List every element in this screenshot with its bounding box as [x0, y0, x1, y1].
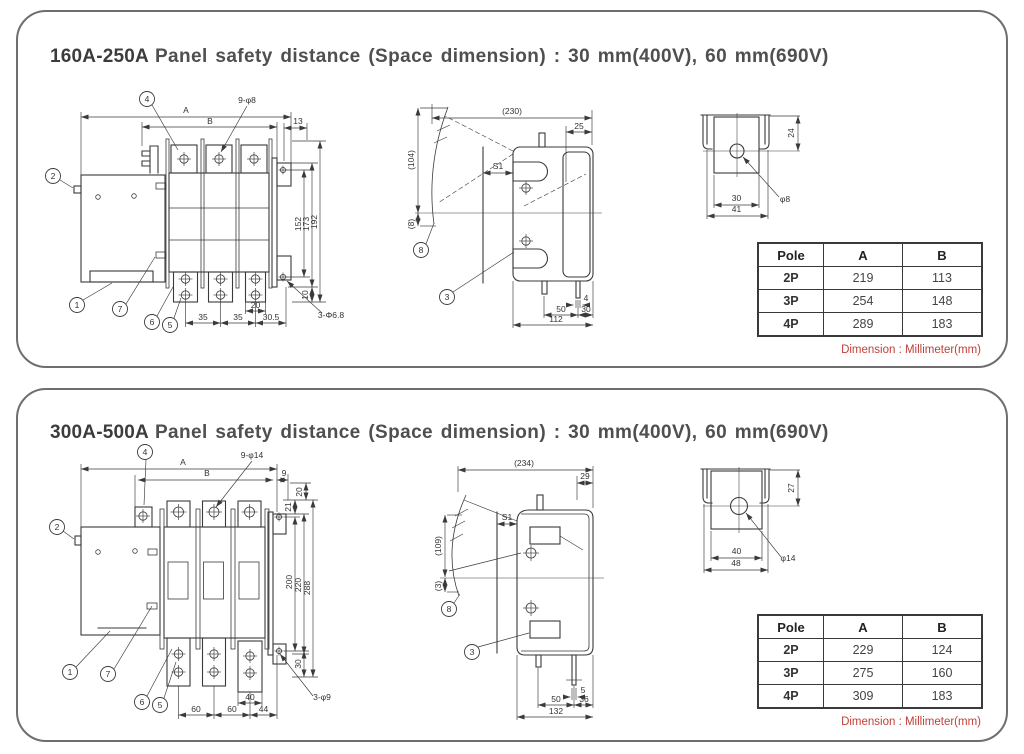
dim-label-a: A [183, 105, 189, 115]
panel1-title-text: Panel safety distance (Space dimension) : 30 mm(400V), 60 mm(690V) [154, 45, 829, 67]
dim-label-5: 5 [580, 685, 586, 695]
dim-label-40w: 40 [731, 546, 742, 556]
dim-label-25: 25 [574, 121, 584, 131]
table-row: 3P 275 160 [758, 662, 982, 685]
dim-label-173: 173 [301, 216, 311, 232]
dim-label-30-5: 30.5 [262, 312, 280, 322]
dim-label-288: 288 [302, 580, 312, 596]
svg-text:2: 2 [54, 522, 60, 532]
table-header-b: B [903, 615, 983, 639]
callout-7 [113, 302, 128, 317]
panel2-title-rating: 300A-500A [50, 421, 149, 443]
dim-label-30w: 30 [731, 193, 742, 203]
callout-4 [138, 445, 153, 460]
front2-outline [75, 501, 286, 692]
table-header-pole: Pole [758, 615, 824, 639]
callout-4 [140, 92, 155, 107]
panel1-title [50, 46, 829, 68]
side-view-drawing-2 [430, 458, 610, 726]
dim-label-hole-top: 9-φ8 [238, 95, 256, 105]
dim-label-20: 20 [250, 300, 261, 310]
table-header-pole: Pole [758, 243, 824, 267]
svg-text:7: 7 [105, 669, 111, 679]
callout-8 [414, 243, 429, 258]
dim-label-hole-bottom: 3-φ9 [313, 692, 331, 702]
callout-2 [46, 169, 61, 184]
dim-label-60b: 60 [227, 704, 237, 714]
side2-outline [440, 495, 604, 685]
callout-2 [50, 520, 65, 535]
dim-label-b: B [207, 116, 213, 126]
dimension-unit-note: Dimension : Millimeter(mm) [841, 344, 981, 356]
dim-label-30: 30 [581, 304, 591, 314]
svg-text:3: 3 [444, 292, 450, 302]
dim-label-phi8: φ8 [779, 194, 791, 204]
dim-label-9: 9 [281, 468, 287, 478]
dimension-table-160-250 [757, 242, 983, 337]
dim-label-230: (230) [502, 106, 522, 116]
front-view-drawing-2 [35, 440, 365, 725]
table-header-a: A [824, 243, 903, 267]
dim-label-hole-top: 9-φ14 [240, 450, 264, 460]
table-row: 2P 219 113 [758, 267, 982, 290]
dim-label-220: 220 [293, 577, 303, 593]
side1-callouts [414, 223, 515, 305]
callout-6 [135, 695, 150, 710]
table-header-b: B [903, 243, 983, 267]
callout-3 [465, 645, 480, 660]
dim-label-35b: 35 [233, 312, 243, 322]
callout-3 [440, 290, 455, 305]
dim-label-50: 50 [556, 304, 566, 314]
dim-label-s1: S1 [492, 161, 504, 171]
front1-callouts [46, 92, 182, 333]
dim-label-112: 112 [549, 314, 563, 324]
dim-label-234: (234) [514, 458, 534, 468]
bracket-detail-drawing-1 [695, 105, 830, 223]
callout-5 [153, 698, 168, 713]
svg-text:8: 8 [418, 245, 424, 255]
svg-text:1: 1 [74, 300, 80, 310]
bracket1-dimensions [707, 116, 798, 219]
dim-label-132: 132 [548, 706, 564, 716]
callout-1 [63, 665, 78, 680]
svg-text:6: 6 [149, 317, 155, 327]
dim-label-192: 192 [309, 214, 319, 230]
table-header-a: A [824, 615, 903, 639]
bracket1-outline [701, 113, 800, 177]
front-view-drawing-1 [35, 85, 365, 347]
dim-label-s1: S1 [501, 512, 513, 522]
table-row: 4P 309 183 [758, 685, 982, 709]
dim-label-4: 4 [583, 293, 589, 303]
dim-label-40: 40 [245, 692, 255, 702]
dim-label-24: 24 [786, 128, 796, 138]
dim-label-35a: 35 [198, 312, 208, 322]
dim-label-27: 27 [786, 483, 796, 493]
dimension-unit-note: Dimension : Millimeter(mm) [841, 716, 981, 728]
side1-outline [415, 107, 602, 298]
bracket2-dimensions [704, 470, 798, 573]
dim-label-50: 50 [551, 694, 561, 704]
dim-label-109: (109) [433, 536, 443, 556]
bracket2-outline [701, 467, 800, 533]
table-header-row [758, 615, 982, 639]
table-header-row [758, 243, 982, 267]
svg-text:5: 5 [157, 700, 163, 710]
panel1-title-rating: 160A-250A [50, 45, 149, 67]
bracket-detail-drawing-2 [695, 460, 830, 578]
dim-label-60a: 60 [191, 704, 201, 714]
dim-label-36: 36 [579, 694, 589, 704]
side1-dimensions [406, 104, 593, 328]
callout-5 [163, 318, 178, 333]
dim-label-a: A [180, 457, 186, 467]
svg-text:4: 4 [142, 447, 148, 457]
side2-callouts [442, 594, 530, 660]
front1-outline [74, 139, 291, 302]
dim-label-8mm: (8) [406, 218, 416, 230]
callout-7 [101, 667, 116, 682]
dim-label-104: (104) [406, 150, 416, 170]
dim-label-hole-bottom: 3-Φ6.8 [317, 310, 345, 320]
table-row: 3P 254 148 [758, 290, 982, 313]
dim-label-3mm: (3) [433, 580, 443, 592]
dim-label-152: 152 [293, 216, 303, 232]
panel2-title-text: Panel safety distance (Space dimension) : 30 mm(400V), 60 mm(690V) [154, 421, 829, 443]
front2-dimensions [81, 450, 331, 719]
callout-1 [70, 298, 85, 313]
dim-label-30: 30 [293, 659, 303, 669]
callout-8 [442, 602, 457, 617]
svg-text:5: 5 [167, 320, 173, 330]
side-view-drawing-1 [395, 100, 670, 335]
svg-text:1: 1 [67, 667, 73, 677]
svg-text:7: 7 [117, 304, 123, 314]
dim-label-20: 20 [294, 487, 304, 497]
table-row: 4P 289 183 [758, 313, 982, 337]
table-row: 2P 229 124 [758, 639, 982, 662]
dim-label-10: 10 [300, 290, 310, 300]
dim-label-21: 21 [283, 502, 293, 512]
dimension-table-300-500 [757, 614, 983, 709]
svg-text:2: 2 [50, 171, 56, 181]
svg-text:3: 3 [469, 647, 475, 657]
svg-text:6: 6 [139, 697, 145, 707]
dim-label-41w: 41 [731, 204, 742, 214]
svg-text:4: 4 [144, 94, 150, 104]
callout-6 [145, 315, 160, 330]
svg-text:8: 8 [446, 604, 452, 614]
dim-label-29: 29 [580, 471, 590, 481]
dim-label-48w: 48 [731, 558, 741, 568]
dim-label-b: B [204, 468, 210, 478]
dim-label-phi14: φ14 [780, 553, 796, 563]
dim-label-200: 200 [284, 574, 294, 590]
front2-callouts [50, 445, 177, 713]
dim-label-13: 13 [293, 116, 303, 126]
front1-dimensions [81, 95, 344, 327]
dim-label-44: 44 [258, 704, 269, 714]
